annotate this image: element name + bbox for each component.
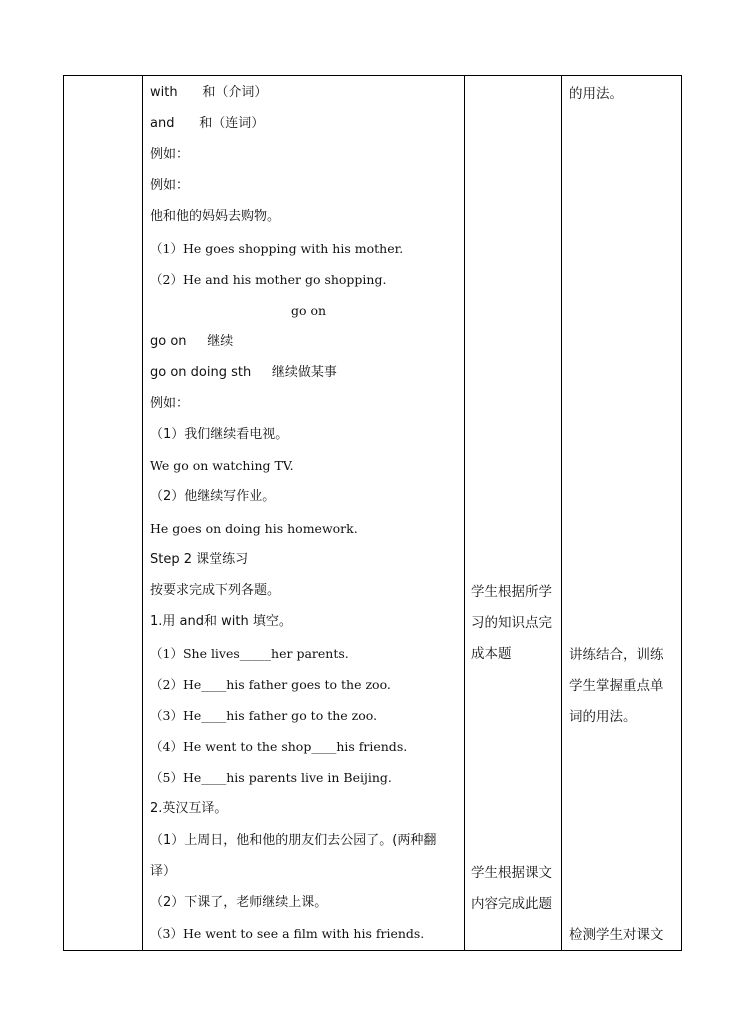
main-line: 按要求完成下列各题。: [150, 583, 281, 598]
activity-line: 成本题: [471, 646, 512, 662]
main-line: （1）我们继续看电视。: [150, 427, 289, 442]
main-line: 1.用 and和 with 填空。: [150, 614, 292, 629]
main-line: Step 2 课堂练习: [150, 552, 249, 567]
main-line: （2）他继续写作业。: [150, 489, 276, 504]
main-line: （3）He went to see a film with his friends.: [150, 926, 425, 941]
main-line: （5）He____his parents live in Beijing.: [150, 770, 392, 785]
main-line: （1）She lives_____her parents.: [150, 646, 349, 661]
intent-line: 学生掌握重点单: [569, 678, 664, 694]
main-line: （3）He____his father go to the zoo.: [150, 708, 378, 723]
main-line: with 和（介词）: [150, 85, 268, 100]
intent-line: 检测学生对课文: [569, 927, 664, 943]
main-line: 例如：: [150, 396, 190, 411]
design-intent-column: [562, 76, 682, 950]
main-line: 例如：: [150, 147, 190, 162]
main-line: go on doing sth 继续做某事: [150, 365, 337, 380]
activity-line: 学生根据所学: [471, 584, 552, 600]
main-line: （2）下课了，老师继续上课。: [150, 895, 328, 910]
activity-line: 习的知识点完: [471, 615, 552, 631]
main-line: （2）He____his father goes to the zoo.: [150, 677, 391, 692]
column-divider: [142, 76, 143, 950]
main-line: go on: [291, 303, 327, 318]
teaching-content-column: [150, 76, 460, 950]
intent-line: 词的用法。: [569, 709, 637, 725]
main-line: （1）He goes shopping with his mother.: [150, 241, 404, 256]
activity-line: 学生根据课文: [471, 865, 552, 881]
lesson-table: [63, 75, 682, 951]
main-line: （4）He went to the shop____his friends.: [150, 739, 408, 754]
main-line: 他和他的妈妈去购物。: [150, 209, 281, 224]
main-line: We go on watching TV.: [150, 458, 294, 473]
main-line: and 和（连词）: [150, 116, 265, 131]
intent-line: 讲练结合，训练: [569, 647, 664, 663]
empty-first-column: [64, 76, 142, 950]
main-line: （1）上周日，他和他的朋友们去公园了。(两种翻: [150, 833, 437, 848]
main-line: 译）: [150, 864, 177, 879]
activity-line: 内容完成此题: [471, 896, 552, 912]
main-line: 2.英汉互译。: [150, 801, 228, 816]
intent-line: 的用法。: [569, 86, 623, 102]
main-line: He goes on doing his homework.: [150, 521, 358, 536]
main-line: （2）He and his mother go shopping.: [150, 272, 387, 287]
student-activity-column: [465, 76, 561, 950]
main-line: go on 继续: [150, 334, 234, 349]
main-line: 例如：: [150, 178, 190, 193]
